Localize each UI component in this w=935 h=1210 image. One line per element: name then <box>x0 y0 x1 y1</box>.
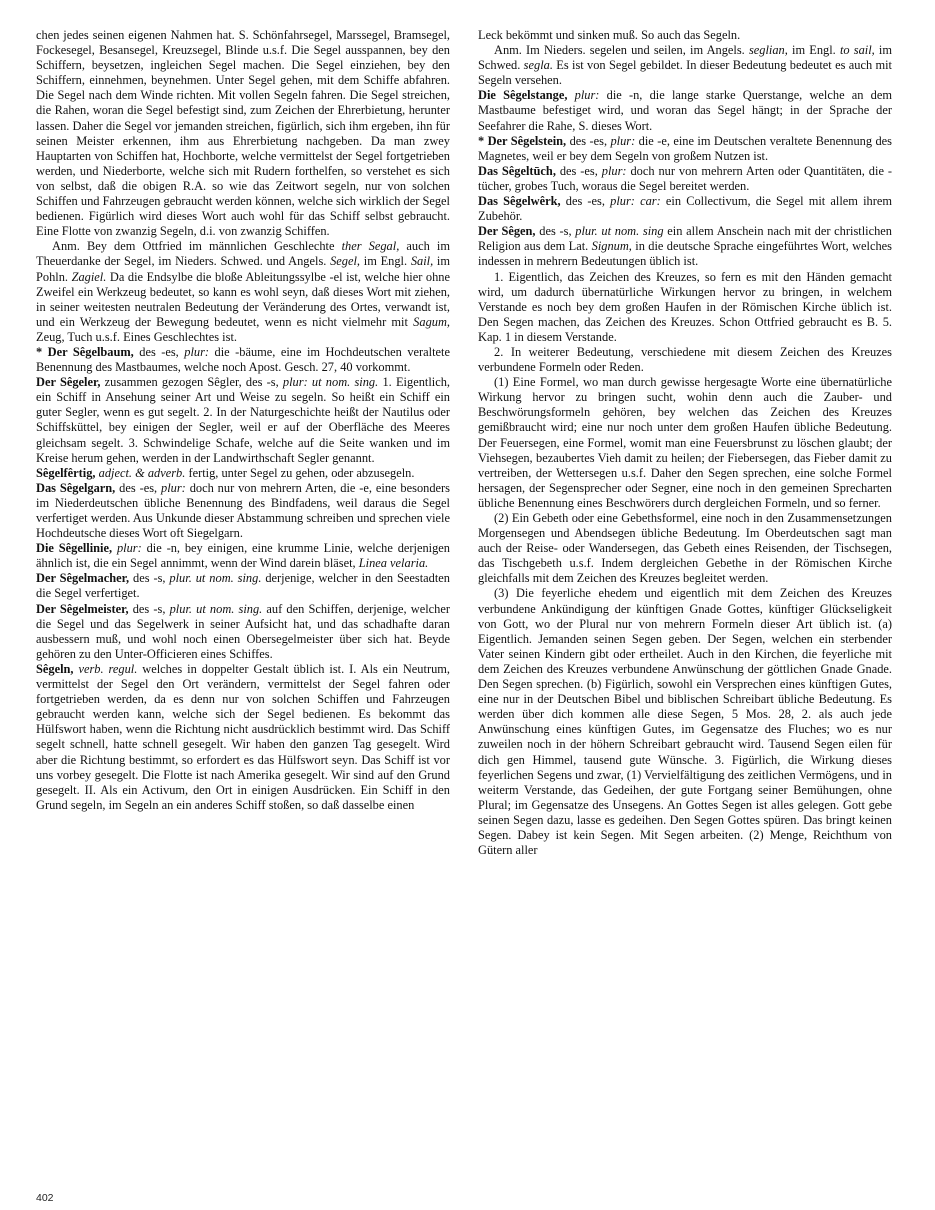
italic-term: Zagiel. <box>71 269 107 284</box>
paragraph <box>36 375 450 466</box>
text-run: welches in doppelter Gestalt üblich ist. I. Als ein Neutrum, vermittelst der Segel den Ort verändern, vermittelst der Segel fahren oder fortgetrieben werden, da es denn nur von solchen Schiffen und Fahrzeugen gebraucht werden kann, welche sich der Segel bedienen. Es bekommt das Hülfswort haben, wenn die Richtung nicht ausdrücklich bestimmt wird. Das Schiff segelt schnell, hatte schnell gesegelt. Wir haben den ganzen Tag gesegelt. Wird aber die Richtung bestimmt, so erfordert es das Hülfswort seyn. Das Schiff ist vor uns vorbey gesegelt. Die Flotte ist nach Amerika gesegelt. Wir sind auf den Grund gesegelt. II. Als ein Activum, den Ort in einigen Ausdrücken. Ein Schiff in den Grund segeln, im Segeln an ein anderes Schiff stoßen, so daß dasselbe einen <box>36 661 450 812</box>
italic-term: plur. ut nom. sing. <box>169 601 263 616</box>
text-run: die -e, eine im Deutschen veraltete Benennung des Magnetes, weil er bey dem Segeln von großem Nutzen ist. <box>478 133 892 163</box>
headword: Das Sêgelwêrk, <box>478 194 561 209</box>
text-run: doch nur von mehrern Arten, die -e, eine besonders im Niederdeutschen übliche Benennung des Bindfadens, weil daraus die Segel verfertiget werden. Aus Unkunde dieser Abstammung schreiben und sprechen viele Hochdeutsche dieses Wort oft Siegelgarn. <box>36 480 450 541</box>
text-run: des -es, <box>560 194 611 209</box>
text-run: ein allem Anschein nach mit der christlichen Religion aus dem Lat. <box>478 224 892 254</box>
paragraph <box>36 28 450 239</box>
text-run: 2. In weiterer Bedeutung, verschiedene mit diesem Zeichen des Kreuzes verbundene Formeln oder Reden. <box>478 344 892 375</box>
headword: Die Sêgellinie, <box>36 541 113 556</box>
text-run: des -s, <box>535 224 576 239</box>
text-run: des -es, <box>555 163 602 178</box>
text-run: Zeug, Tuch u.s.f. Eines Geschlechtes ist. <box>36 329 237 344</box>
italic-term: plur: <box>184 344 210 359</box>
text-run: des -es, <box>115 480 162 495</box>
left-column <box>36 28 450 1168</box>
italic-term: plur: <box>116 541 142 556</box>
italic-term: Linea velaria. <box>358 556 429 571</box>
text-run: im Engl. <box>360 254 411 269</box>
paragraph <box>36 466 450 481</box>
paragraph <box>478 88 892 133</box>
text-run: fertig, unter Segel zu gehen, oder abzusegeln. <box>185 465 415 480</box>
text-run: Leck bekömmt und sinken muß. So auch das Segeln. <box>478 28 741 42</box>
italic-term: plur: car: <box>610 194 661 209</box>
text-run: des -s, <box>128 601 170 616</box>
text-run: (3) Die feyerliche ehedem und eigentlich mit dem Zeichen des Kreuzes verbundene Ankündigung der künftigen Gnade Gottes, künftiger Glückseligkeit von Gott, wo der Plural nur von mehrern Formeln dieser Art üblich ist. (a) Eigentlich. Jemanden seinen Segen geben. Der Segen, welchen ein sterbender Vater seinen Kindern gibt oder ertheilet. Auch in den Kirchen, die feyerliche mit dem Zeichen des Kreuzes verbundene Anwünschung der göttlichen Gnade Gnade. Den Segen sprechen. (b) Figürlich, sowohl ein Versprechen eines künftigen Gutes, eine nur in der Deutschen Bibel und biblischen Schreibart übliche Bedeutung. Es werden über dich kommen alle diese Segen, 5 Mos. 28, 2. als auch jede Anwünschung eines künftigen Gutes, im Gegensatze des Fluches; wo es nur zuweilen noch in der höhern Schreibart gebraucht wird. Tausend Segen eilen für dich gen Himmel, tausend gute Wünsche. 3. Figürlich, die Wirkung dieses feyerlichen Segens und zwar, (1) Vervielfältigung des zeitlichen Vermögens, und in weiterm Verstande, das Gedeihen, der gute Fortgang seiner Bemühungen, ohne Plural; im Gegensatze des Unsegens. An Gottes Segen ist alles gelegen. Gott gebe seinen Segen dazu, lasse es gedeihen. Den Segen Gottes spüren. Das bringt keinen Segen. Dabey ist kein Segen. Mit Segen arbeiten. (2) Menge, Reichthum von Gütern aller <box>478 586 892 858</box>
italic-term: plur. ut nom. sing. <box>169 571 262 586</box>
text-run: chen jedes seinen eigenen Nahmen hat. S. Schönfahrsegel, Marssegel, Bramsegel, Fockesegel, Besansegel, Kreuzsegel, Blinde u.s.f. Die Segel ausspannen, bey den Schiffern, beysetzen, ingleichen Segel machen. Die Segel einziehen, bey den Schiffern, einnehmen, beynehmen. Unter Segel gehen, mit dem Schiffe abfahren. Die Segel nach dem Winde richten. Mit vollen Segeln fahren. Die Segel streichen, die Rahen, woran die Segel befestigt sind, zum Zeichen der Ehrerbietung, herunter lassen. Daher die Segel vor jemanden streichen, figürlich, sich ihm ergeben, ihn für seinen Meister erkennen, ihm aus Ehrerbietung nachgeben. Da man zwey Hauptarten von Schiffen hat, Hochborte, welche vermittelst der Segel fortgetrieben werden, und Niederborte, welche sich mit Rudern forthelfen, so verstehet es sich von selbst, daß die obigen R.A. so wie das Zeitwort segeln, nur von solchen Schiffen und Fahrzeugen gebraucht werden können, welche sich wirklich der Segel bedienen. Figürlich wird dieses Wort auch wohl für das Schiff selbst gebraucht. Eine Flotte von zwanzig Segeln, d.i. von zwanzig Schiffen. <box>36 28 450 239</box>
paragraph <box>36 662 450 813</box>
paragraph <box>478 28 892 43</box>
italic-term: plur. ut nom. sing <box>575 224 664 239</box>
paragraph <box>36 481 450 541</box>
headword: Sêgelfêrtig, <box>36 465 96 480</box>
headword: Das Sêgelgarn, <box>36 480 116 495</box>
text-run: Da die Endsylbe die bloße Ableitungssylbe -el ist, welche hier ohne Zweifel ein Werkzeug bedeutet, so kann es wohl seyn, daß dieses Wort mit ziehen, in seiner weitesten neutralen Bedeutung der Veränderung des Ortes, verwandt ist, und ein Werkzeug der Bewegung bedeutet, wenn es nicht vielmehr mit <box>36 269 450 329</box>
text-run: im Pohln. <box>36 254 450 284</box>
text-run: des -es, <box>566 133 611 148</box>
headword: Der Sêgelmeister, <box>36 601 129 616</box>
italic-term: verb. regul. <box>78 661 138 676</box>
text-run: die -bäume, eine im Hochdeutschen veraltete Benennung des Mastbaumes, welche noch Apost. Gesch. 27, 40 vorkommt. <box>36 344 450 375</box>
paragraph <box>36 571 450 601</box>
text-run: Es ist von Segel gebildet. In dieser Bedeutung bedeutet es auch mit Segeln versehen. <box>478 58 892 88</box>
italic-term: Sail, <box>410 254 434 269</box>
text-run: des -s, <box>129 571 170 586</box>
paragraph <box>36 602 450 662</box>
headword: Der Sêgeler, <box>36 375 101 390</box>
paragraph <box>478 224 892 269</box>
italic-term: plur: <box>574 88 600 103</box>
paragraph <box>478 43 892 88</box>
right-column <box>478 28 892 1168</box>
text-run: ein Collectivum, die Segel mit allem ihrem Zubehör. <box>478 194 892 224</box>
text-run: des -es, <box>133 344 185 359</box>
text-run: (1) Eine Formel, wo man durch gewisse hergesagte Worte eine übernatürliche Wirkung hervor zu bringen sucht, wohin denn auch die Zauber- und Beschwörungsformeln gehören, bey welchen das Zeichen des Kreuzes gemißbraucht wird; eine nur noch unter dem großen Haufen übliche Bedeutung. Der Feuersegen, eine Formel, womit man eine Feuersbrunst zu löschen glaubt; der Viehsegen, bezaubertes Vieh damit zu heilen; der Fiebersegen, das Fieber damit zu vertreiben, der Wettersegen u.s.f. Daher den Segen sprechen, eine solche Formel hersagen, der Segensprecher oder Segner, eine noch in den gemeinen Sprecharten übliche Benennung eines Beschwörers durch dergleichen Formeln, und so ferner. <box>478 375 892 510</box>
headword: Sêgeln, <box>36 661 74 676</box>
text-columns <box>36 28 899 1168</box>
text-run: Anm. Bey dem Ottfried im männlichen Geschlechte <box>52 239 342 254</box>
text-run: Anm. Im Nieders. segelen und seilen, im Angels. <box>494 43 749 58</box>
italic-term: Segel, <box>330 254 361 269</box>
italic-term: to sail, <box>839 43 875 58</box>
text-run: 1. Eigentlich, das Zeichen des Kreuzes, so fern es mit den Händen gemacht wird, um dadurch übernatürliche Wirkungen hervor zu bringen, in welchem Verstande es noch bey dem großen Haufen in der Römischen Kirche üblich ist. Den Segen machen, das Zeichen des Kreuzes. Schon Ottfried gebraucht es B. 5. Kap. 1 in diesem Verstande. <box>478 269 892 344</box>
italic-term: seglian, <box>748 43 788 58</box>
paragraph <box>478 194 892 224</box>
paragraph <box>478 345 892 375</box>
text-run: im Schwed. <box>478 43 892 73</box>
italic-term: Signum, <box>591 239 632 254</box>
paragraph <box>478 375 892 511</box>
text-run: die -n, bey einigen, eine krumme Linie, welche derjenigen ähnlich ist, die ein Segel annimmt, wenn der Wind darein bläset, <box>36 541 450 571</box>
paragraph <box>478 164 892 194</box>
text-run: (2) Ein Gebeth oder eine Gebethsformel, eine noch in den Zusammensetzungen Morgensegen und Abendsegen übliche Bedeutung. Im Oberdeutschen sagt man auch der Reise- oder Wandersegen, das Gebeth eines Reisenden, der Tischsegen, das Tischgebeth u.s.f. Indem dergleichen Gebethe in der Römischen Kirche gleichfalls mit dem Zeichen des Kreuzes begleitet werden. <box>478 511 892 586</box>
text-run: 1. Eigentlich, ein Schiff in Ansehung seiner Art und Weise zu segeln. So heißt ein Schiff ein guter Segler, wenn es gut segelt. 2. In der Naturgeschichte heißt der Nautilus oder Schiffsküttel, bey einigen der Segler, weil er auf der Oberfläche des Meeres gleichsam segelt. 3. Schwindelige Schafe, welche auf die Seite wanken und im Kreise herum gehen, werden in der Landwirthschaft Segler genannt. <box>36 375 451 465</box>
headword: Die Sêgelstange, <box>478 88 568 103</box>
paragraph <box>478 270 892 345</box>
text-run: auf den Schiffen, derjenige, welcher die Segel und das Segelwerk in seiner Aufsicht hat, und das schadhafte daran ausbessern muß, und wohl noch einen Obersegelmeister über sich hat. Beyde gehören zu den Unter-Officieren eines Schiffes. <box>36 601 451 661</box>
italic-term: Sagum, <box>413 314 450 329</box>
italic-term: plur: ut nom. sing. <box>282 375 379 390</box>
paragraph <box>478 586 892 858</box>
text-run: auch im Theuerdanke der Segel, im Nieders. Schwed. und Angels. <box>36 239 450 269</box>
paragraph <box>36 541 450 571</box>
paragraph <box>36 345 450 375</box>
text-run: derjenige, welcher in den Seestadten die Segel verfertiget. <box>36 571 450 601</box>
headword: * Der Sêgelbaum, <box>36 344 134 359</box>
text-run <box>567 88 574 102</box>
headword: Der Sêgen, <box>478 224 536 239</box>
italic-term: plur: <box>161 480 186 495</box>
italic-term: adject. & adverb. <box>98 465 186 480</box>
text-run: doch nur von mehrern Arten oder Quantitäten, die -tücher, grobes Tuch, woraus die Segel bereitet werden. <box>478 163 892 193</box>
text-run: im Engl. <box>787 43 840 58</box>
text-run: in die deutsche Sprache eingeführtes Wort, welches indessen in mehrern Bedeutungen üblich ist. <box>478 239 893 269</box>
headword: * Der Sêgelstein, <box>478 133 567 148</box>
headword: Das Sêgeltūch, <box>478 163 556 178</box>
paragraph <box>478 134 892 164</box>
paragraph <box>36 239 450 345</box>
italic-term: ther Segal, <box>341 239 400 254</box>
paragraph <box>478 511 892 586</box>
page-folio: 402 <box>36 1192 54 1204</box>
italic-term: plur: <box>601 163 627 178</box>
text-run: die -n, die lange starke Querstange, welche an dem Mastbaume befestiget wird, und woran das Segel hängt; in der Sprache der Seefahrer die Rahe, S. dieses Wort. <box>478 88 892 133</box>
italic-term: segla. <box>523 58 553 73</box>
headword: Der Sêgelmacher, <box>36 571 130 586</box>
italic-term: plur: <box>610 133 636 148</box>
text-run: zusammen gezogen Sêgler, des -s, <box>100 375 283 390</box>
